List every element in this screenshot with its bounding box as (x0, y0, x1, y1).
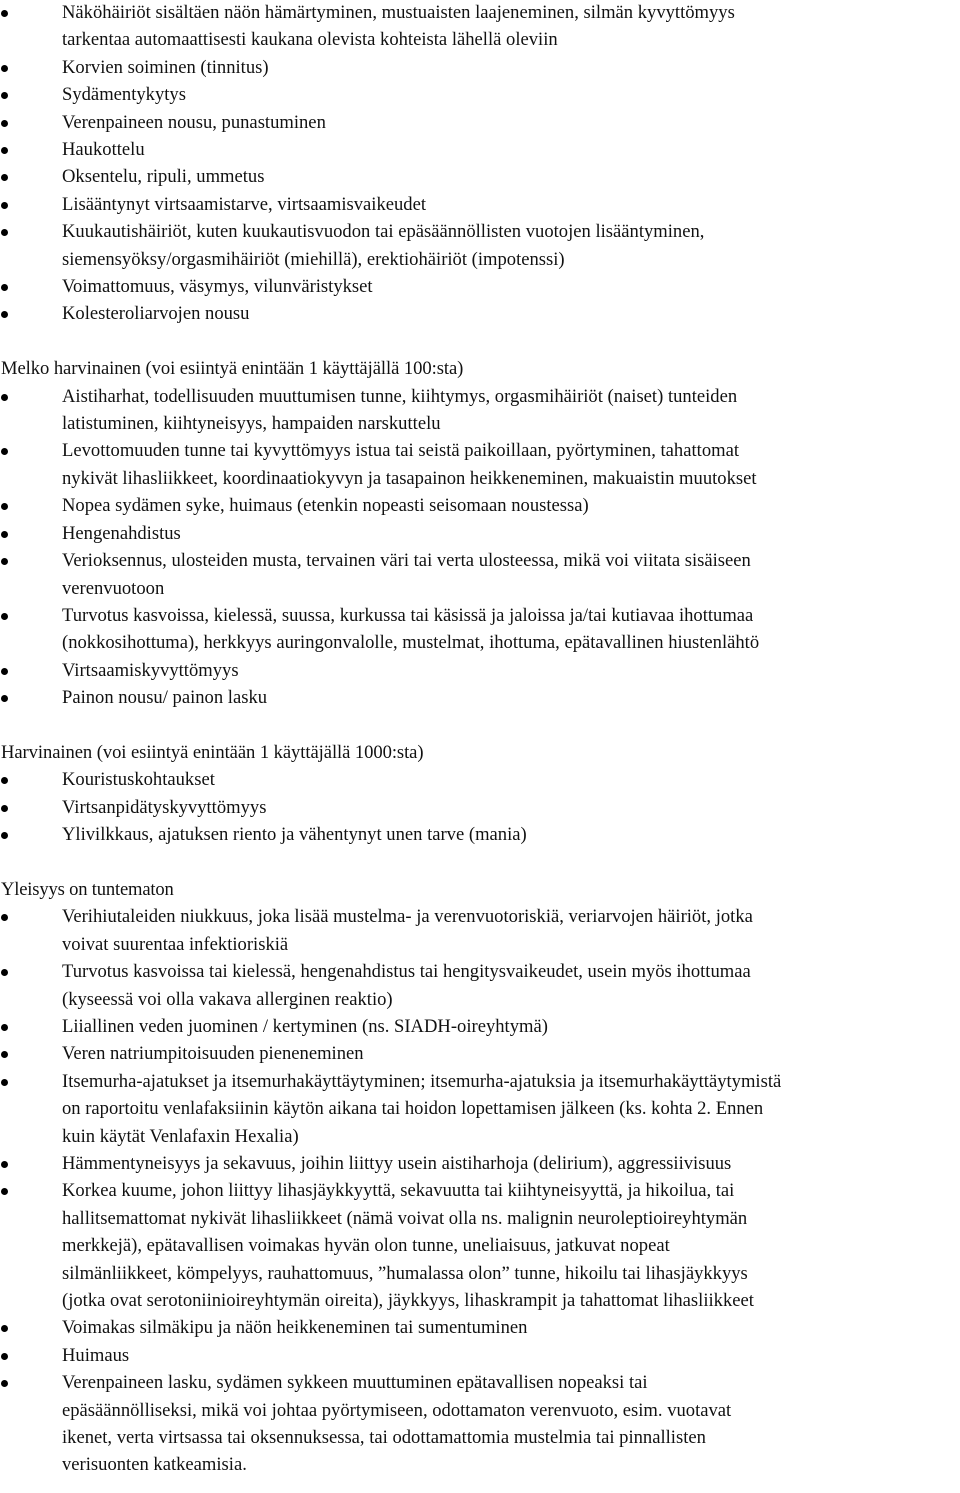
list-item-text: verisuonten katkeamisia. (62, 1454, 247, 1476)
section-spacer (0, 849, 960, 876)
list-item (0, 766, 960, 793)
list-item-text: (nokkosihottuma), herkkyys auringonvalolle, mustelmat, ihottuma, epätavallinen hiustenlähtö (62, 632, 760, 654)
list-item-text: (kyseessä voi olla vakava allerginen reaktio) (62, 988, 393, 1010)
list-item-text: Itsemurha-ajatukset ja itsemurhakäyttäytyminen; itsemurha-ajatuksia ja itsemurhakäyttäytymistä (62, 1070, 782, 1092)
bullet-icon (1, 695, 8, 702)
bullet-icon (1, 531, 8, 538)
list-item-text: Turvotus kasvoissa, kielessä, suussa, kurkussa tai käsissä ja jaloissa ja/tai kutiavaa ihottumaa (62, 604, 754, 626)
bullet-icon (1, 10, 8, 17)
list-item (0, 163, 960, 190)
list-item-text: (jotka ovat serotoniinioireyhtymän oireita), jäykkyys, lihaskrampit ja tahattomat lihasliikkeet (62, 1290, 754, 1312)
list-item (0, 794, 960, 821)
bullet-icon (1, 777, 8, 784)
bullet-icon (1, 503, 8, 510)
list-item (0, 1314, 960, 1341)
list-item-text: nykivät lihasliikkeet, koordinaatiokyvyn ja tasapainon heikkeneminen, makuaistin muutokset (62, 467, 757, 489)
bullet-icon (1, 311, 8, 318)
bullet-icon (1, 1325, 8, 1332)
bullet-list (0, 383, 960, 712)
list-item (0, 273, 960, 300)
bullet-icon (1, 1161, 8, 1168)
bullet-icon (1, 805, 8, 812)
bullet-list (0, 766, 960, 848)
list-item-text: Liiallinen veden juominen / kertyminen (ns. SIADH-oireyhtymä) (62, 1015, 548, 1037)
bullet-list (0, 903, 960, 1479)
list-item (0, 547, 960, 602)
list-item-text: Voimakas silmäkipu ja näön heikkeneminen tai sumentuminen (62, 1317, 528, 1339)
bullet-icon (1, 1188, 8, 1195)
list-item (0, 0, 960, 54)
list-item (0, 492, 960, 519)
list-item-text: Sydämentykytys (62, 84, 186, 106)
list-item-text: Korvien soiminen (tinnitus) (62, 56, 269, 78)
list-item-text: Verioksennus, ulosteiden musta, tervainen väri tai verta ulosteessa, mikä voi viitata sisäiseen (62, 550, 751, 572)
bullet-icon (1, 65, 8, 72)
bullet-icon (1, 613, 8, 620)
list-item (0, 958, 960, 1013)
bullet-icon (1, 1051, 8, 1058)
list-item (0, 684, 960, 711)
list-item-text: Hengenahdistus (62, 522, 181, 544)
list-item (0, 191, 960, 218)
list-item-text: Veren natriumpitoisuuden pieneneminen (62, 1043, 364, 1065)
list-item-text: Huimaus (62, 1344, 130, 1366)
list-item-text: siemensyöksy/orgasmihäiriöt (miehillä), erektiohäiriöt (impotenssi) (62, 248, 565, 270)
bullet-icon (1, 448, 8, 455)
bullet-icon (1, 1353, 8, 1360)
list-item-text: Virtsanpidätyskyvyttömyys (62, 796, 267, 818)
list-item (0, 300, 960, 327)
list-item-text: Nopea sydämen syke, huimaus (etenkin nopeasti seisomaan noustessa) (62, 495, 589, 517)
list-item (0, 1177, 960, 1314)
list-item (0, 903, 960, 958)
list-item-text: voivat suurentaa infektioriskiä (62, 933, 289, 955)
list-item-text: Kouristuskohtaukset (62, 769, 215, 791)
list-item-text: Aistiharhat, todellisuuden muuttumisen tunne, kiihtymys, orgasmihäiriöt (naiset) tunteiden (62, 385, 738, 407)
list-item-text: Verenpaineen nousu, punastuminen (62, 111, 326, 133)
bullet-icon (1, 229, 8, 236)
list-item-text: latistuminen, kiihtyneisyys, hampaiden narskuttelu (62, 413, 441, 435)
list-item-text: silmänliikkeet, kömpelyys, rauhattomuus, ”humalassa olon” tunne, hikoilu tai lihasjäykkyys (62, 1262, 748, 1284)
list-item (0, 602, 960, 657)
list-item (0, 109, 960, 136)
bullet-icon (1, 558, 8, 565)
side-effect-section (0, 328, 960, 712)
bullet-icon (1, 120, 8, 127)
list-item (0, 1068, 960, 1150)
list-item (0, 136, 960, 163)
list-item (0, 437, 960, 492)
list-item (0, 1150, 960, 1177)
bullet-icon (1, 202, 8, 209)
side-effect-section (0, 712, 960, 849)
list-item-text: ikenet, verta virtsassa tai oksennuksessa, tai odottamattomia mustelmia tai pinnallisten (62, 1427, 706, 1449)
list-item-text: Haukottelu (62, 139, 145, 161)
frequency-heading: Harvinainen (voi esiintyä enintään 1 käyttäjällä 1000:sta) (1, 741, 424, 763)
list-item-text: Verenpaineen lasku, sydämen sykkeen muuttuminen epätavallisen nopeaksi tai (62, 1372, 648, 1394)
list-item-text: epäsäännölliseksi, mikä voi johtaa pyörtymiseen, odottamaton verenvuoto, esim. vuotavat (62, 1399, 732, 1421)
bullet-icon (1, 284, 8, 291)
frequency-heading: Yleisyys on tuntematon (1, 878, 174, 900)
list-item (0, 821, 960, 848)
side-effect-section (0, 0, 960, 328)
list-item (0, 1040, 960, 1067)
section-spacer (0, 328, 960, 355)
list-item-text: Näköhäiriöt sisältäen näön hämärtyminen, mustuaisten laajeneminen, silmän kyvyttömyys (62, 2, 735, 23)
bullet-icon (1, 969, 8, 976)
list-item (0, 54, 960, 81)
list-item (0, 1369, 960, 1479)
bullet-icon (1, 914, 8, 921)
list-item-text: Levottomuuden tunne tai kyvyttömyys istua tai seistä paikoillaan, pyörtyminen, tahattomat (62, 440, 739, 462)
bullet-icon (1, 92, 8, 99)
list-item (0, 1342, 960, 1369)
list-item (0, 383, 960, 438)
list-item-text: Verihiutaleiden niukkuus, joka lisää mustelma- ja verenvuotoriskiä, veriarvojen häiriöt, jotka (62, 906, 753, 928)
list-item-text: tarkentaa automaattisesti kaukana olevista kohteista lähellä oleviin (62, 29, 558, 51)
list-item-text: Hämmentyneisyys ja sekavuus, joihin liittyy usein aistiharhoja (delirium), aggressiivisuus (62, 1153, 732, 1175)
list-item-text: Voimattomuus, väsymys, vilunväristykset (62, 276, 373, 298)
bullet-icon (1, 394, 8, 401)
list-item-text: merkkejä), epätavallisen voimakas hyvän olon tunne, uneliaisuus, jatkuvat nopeat (62, 1235, 670, 1257)
list-item-text: Ylivilkkaus, ajatuksen riento ja vähentynyt unen tarve (mania) (62, 824, 527, 846)
list-item-text: Virtsaamiskyvyttömyys (62, 659, 239, 681)
section-spacer (0, 712, 960, 739)
list-item (0, 81, 960, 108)
list-item (0, 657, 960, 684)
list-item-text: hallitsemattomat nykivät lihasliikkeet (nämä voivat olla ns. malignin neuroleptioireyhtymän (62, 1207, 748, 1229)
side-effect-section (0, 849, 960, 1479)
list-item-text: Turvotus kasvoissa tai kielessä, hengenahdistus tai hengitysvaikeudet, usein myös ihottumaa (62, 961, 751, 983)
bullet-list (0, 0, 960, 328)
list-item (0, 1013, 960, 1040)
bullet-icon (1, 1079, 8, 1086)
bullet-icon (1, 668, 8, 675)
bullet-icon (1, 1380, 8, 1387)
list-item-text: Oksentelu, ripuli, ummetus (62, 166, 265, 188)
list-item (0, 520, 960, 547)
bullet-icon (1, 147, 8, 154)
bullet-icon (1, 832, 8, 839)
list-item (0, 218, 960, 273)
list-item-text: Painon nousu/ painon lasku (62, 687, 268, 709)
frequency-heading: Melko harvinainen (voi esiintyä enintään 1 käyttäjällä 100:sta) (1, 358, 464, 380)
list-item-text: verenvuotoon (62, 577, 165, 599)
bullet-icon (1, 1024, 8, 1031)
list-item-text: on raportoitu venlafaksiinin käytön aikana tai hoidon lopettamisen jälkeen (ks. kohta 2. Ennen (62, 1098, 764, 1120)
list-item-text: kuin käytät Venlafaxin Hexalia) (62, 1125, 299, 1147)
list-item-text: Lisääntynyt virtsaamistarve, virtsaamisvaikeudet (62, 193, 427, 215)
list-item-text: Korkea kuume, johon liittyy lihasjäykkyyttä, sekavuutta tai kiihtyneisyyttä, ja hikoilua, tai (62, 1180, 735, 1202)
list-item-text: Kuukautishäiriöt, kuten kuukautisvuodon tai epäsäännöllisten vuotojen lisääntyminen, (62, 221, 705, 243)
list-item-text: Kolesteroliarvojen nousu (62, 303, 250, 325)
bullet-icon (1, 174, 8, 181)
